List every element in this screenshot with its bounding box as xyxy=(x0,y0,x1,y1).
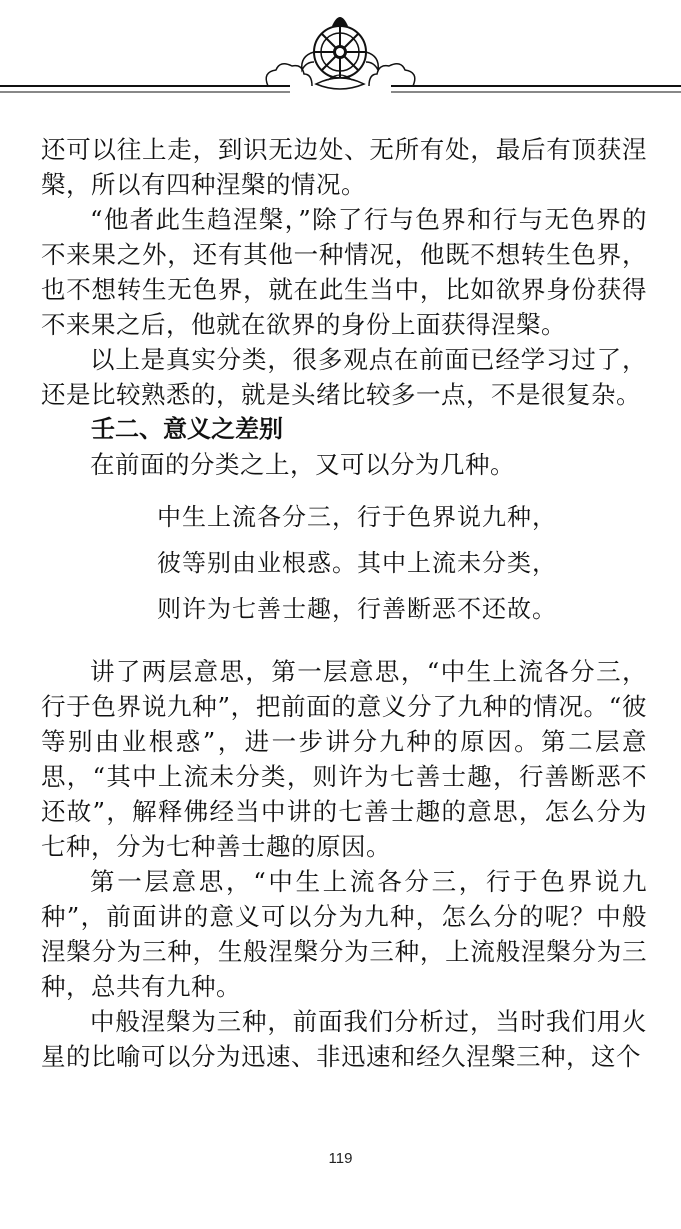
intro-line: 在前面的分类之上，又可以分为几种。 xyxy=(90,450,515,479)
verse-line: 彼等别由业根惑。其中上流未分类， xyxy=(157,549,557,577)
verse-line: 中生上流各分三，行于色界说九种， xyxy=(157,503,557,531)
paragraph: 中般涅槃为三种，前面我们分析过，当时我们用火星的比喻可以分为迅速、非迅速和经久涅槃三种，这个 xyxy=(41,1007,647,1071)
paragraph: 以上是真实分类，很多观点在前面已经学习过了，还是比较熟悉的，就是头绪比较多一点，不是很复杂。 xyxy=(41,345,647,409)
section-heading: 壬二、意义之差别 xyxy=(91,415,283,443)
page-number: 119 xyxy=(328,1150,353,1167)
paragraph: 讲了两层意思，第一层意思，“中生上流各分三，行于色界说九种”，把前面的意义分了九种的情况。“彼等别由业根惑”，进一步讲分九种的原因。第二层意思，“其中上流未分类，则许为七善士趣，行善断恶不还故”，解释佛经当中讲的七善士趣的意思，怎么分为七种，分为七种善士趣的原因。 xyxy=(41,657,647,861)
paragraph: “他者此生趋涅槃，”除了行与色界和行与无色界的不来果之外，还有其他一种情况，他既不想转生色界，也不想转生无色界，就在此生当中，比如欲界身份获得不来果之后，他就在欲界的身份上面获得涅槃。 xyxy=(41,205,647,339)
page-body xyxy=(41,132,647,1074)
verse-line: 则许为七善士趣，行善断恶不还故。 xyxy=(157,595,557,623)
header-ornament xyxy=(0,0,681,110)
paragraph: 第一层意思，“中生上流各分三，行于色界说九种”，前面讲的意义可以分为九种，怎么分的呢？中般涅槃分为三种，生般涅槃分为三种，上流般涅槃分为三种，总共有九种。 xyxy=(41,867,647,1001)
paragraph: 还可以往上走，到识无边处、无所有处，最后有顶获涅槃，所以有四种涅槃的情况。 xyxy=(41,135,647,199)
dharma-wheel-icon xyxy=(0,0,681,110)
verse-block xyxy=(41,494,647,632)
